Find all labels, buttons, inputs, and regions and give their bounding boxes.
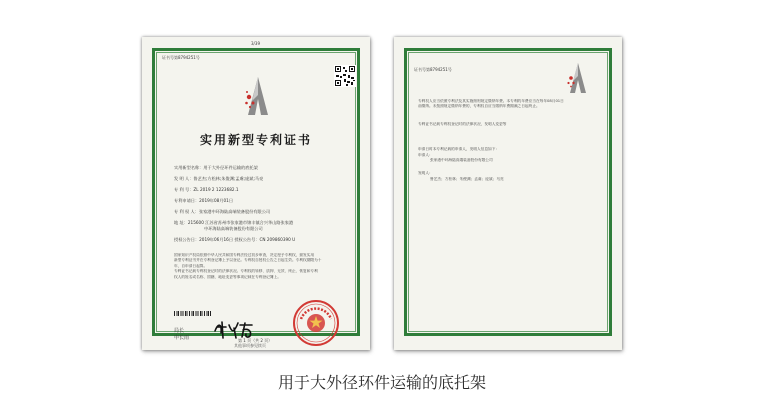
paragraph-line: [418, 163, 603, 171]
director-label: 局长: [174, 328, 185, 334]
paragraph-line: [418, 110, 603, 122]
paragraph-line: 申请日时本专利记载的申请人，发明人信息如下：: [418, 147, 500, 152]
paragraph-line: 申请人：: [418, 152, 433, 157]
patent-certificate-page-1: [142, 37, 370, 350]
certificate-number: 证书号第8794251号: [162, 55, 200, 60]
patent-number: 专 利 号：ZL 2019 2 1223682.1: [174, 187, 239, 192]
cnipa-emblem-icon: [242, 75, 274, 119]
certificate-number: 证书号第8794251号: [414, 67, 452, 72]
paragraph-line: 专利证书记载专利权登记时的法律状况。专利权的转移、质押、无效、终止、恢复和专利: [174, 269, 318, 274]
patent-certificate-page-2: [394, 37, 622, 350]
paragraph-line: 专利权人应当依照专利法及其实施细则规定缴纳年费。本专利的年费应当在每年08月01日: [418, 99, 564, 103]
bottom-note: 其他事项参见续页: [234, 343, 266, 348]
legal-paragraph: [174, 253, 344, 280]
continuation-text: [418, 99, 603, 182]
patentee: 专 利 权 人：张家港中环海陆高端装备股份有限公司: [174, 209, 271, 214]
paragraph-line: 年，自申请日起算。: [174, 263, 208, 268]
paragraph-line: 新型专利证书并在专利登记簿上予以登记。专利权自授权公告之日起生效。专利权期限为十: [174, 258, 322, 263]
paragraph-line: 国家知识产权局依照中华人民共和国专利法经过初步审查，决定授予专利权，颁发实用: [174, 253, 315, 257]
inventors: 发 明 人：鲁艺杰;方松林;朱俊渊;孟虞;庞斌;马亮: [174, 176, 264, 181]
paragraph-line: [418, 127, 603, 137]
image-caption: 用于大外径环件运输的底托架: [277, 373, 486, 392]
paragraph-line: 专利证书记载专利权登记时的法律状况，发明人变更等: [418, 121, 507, 126]
paragraph-line: 张家港中环海陆高端装备股份有限公司: [430, 158, 493, 163]
paragraph-line: [418, 137, 603, 147]
director-name: 申长雨: [174, 335, 190, 341]
filing-date: 专利申请日：2019年08月01日: [174, 198, 234, 203]
address: 地 址：215600 江苏省苏州市张家港市锦丰镇合兴华山路张家港: [174, 220, 294, 225]
certificate-title: 实用新型专利证书: [199, 133, 312, 147]
utility-model-name: 实用新型名称：用于大外径环件运输的底托架: [174, 165, 258, 170]
cnipa-emblem-icon: [564, 61, 592, 95]
paragraph-line: 发明人：: [418, 171, 433, 176]
barcode: [174, 311, 212, 316]
grant-date: 授权公告日：2019年06月16日 授权公告号：CN 209860390 U: [174, 237, 296, 242]
page-top-number: 3/39: [251, 41, 260, 46]
qr-code: [334, 65, 356, 87]
address-continued: 中环海陆高端装备股份有限公司: [204, 226, 263, 231]
official-seal-icon: [292, 299, 340, 347]
paragraph-line: 鲁艺杰；方松林；朱俊渊；孟虞；庞斌；马亮: [430, 176, 504, 181]
page-indicator: 第 1 页（共 2 页）: [238, 338, 273, 343]
paragraph-line: 权人的姓名或名称、国籍、地址变更等事项记载在专利登记簿上。: [174, 274, 281, 279]
paragraph-line: 前缴纳。未按照规定缴纳年费的，专利权自应当缴纳年费期满之日起终止。: [418, 104, 540, 109]
